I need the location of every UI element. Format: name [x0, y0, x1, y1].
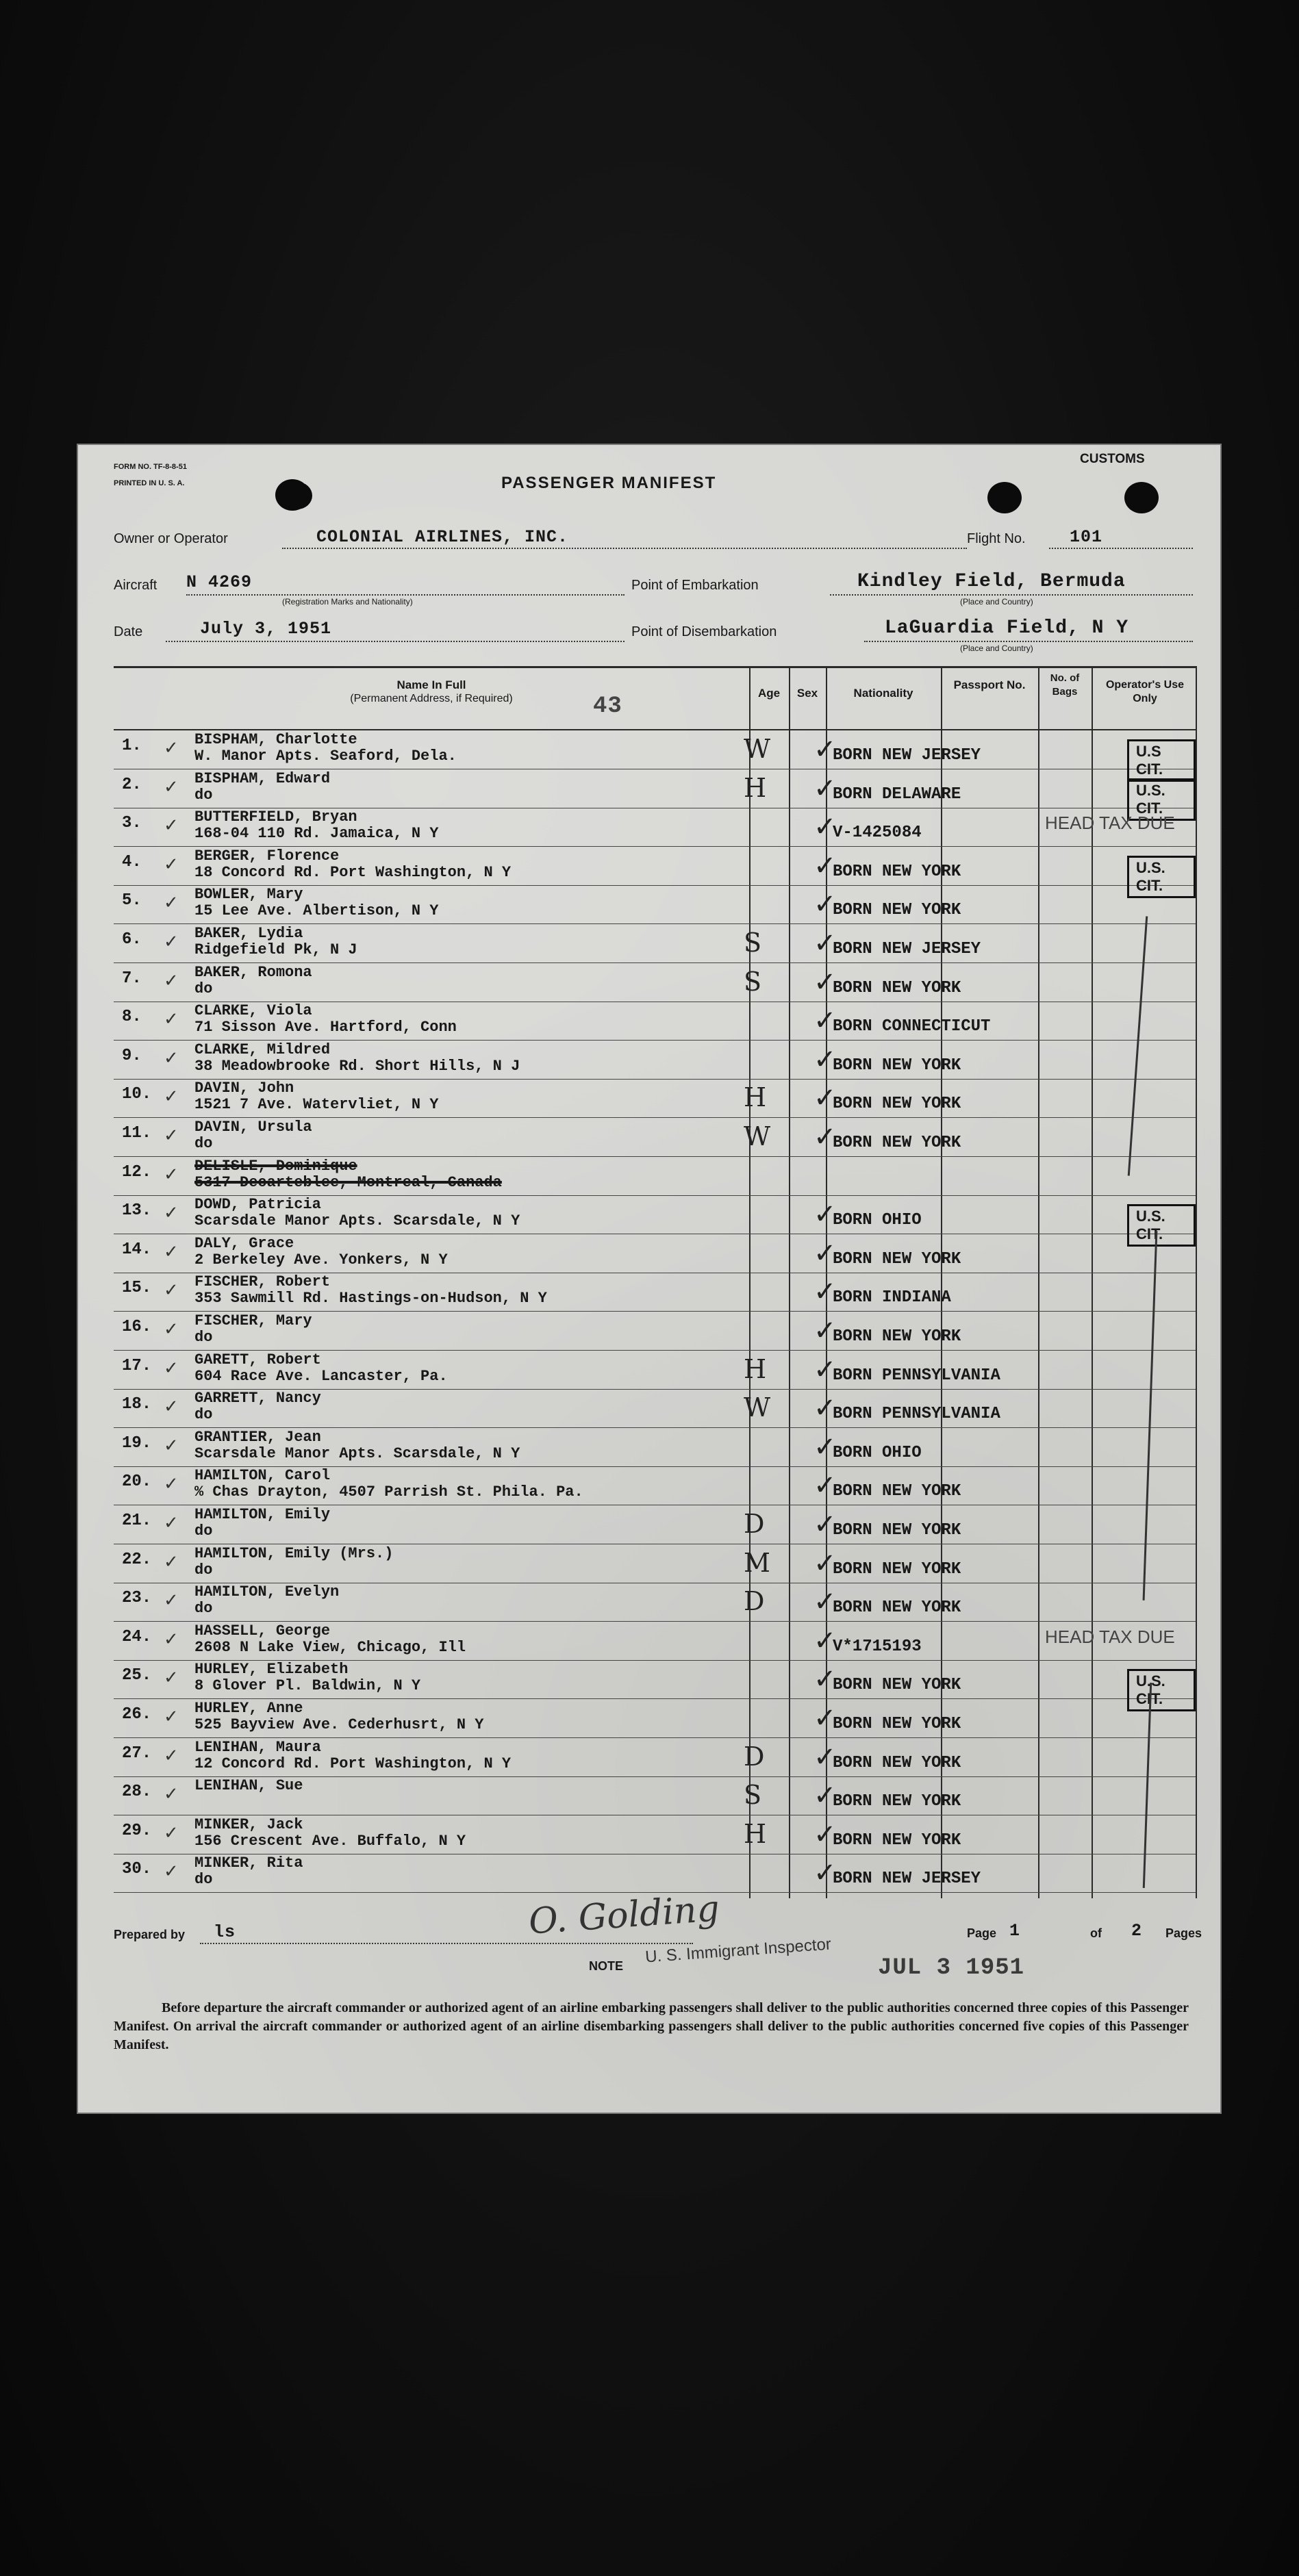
nationality-value: BORN NEW YORK	[833, 862, 961, 881]
row-number: 11.	[122, 1124, 152, 1143]
sex-check-mark: ✓	[814, 1199, 837, 1231]
us-citizen-stamp: U.S. CIT.	[1127, 778, 1196, 821]
nationality-value: BORN NEW YORK	[833, 1559, 961, 1579]
passenger-name: HURLEY, Anne	[194, 1700, 303, 1717]
stamp-date: JUL 3 1951	[878, 1955, 1025, 1981]
table-row	[114, 1312, 1196, 1351]
punch-hole	[1124, 482, 1159, 513]
passenger-name: GARRETT, Nancy	[194, 1390, 321, 1407]
passenger-name: FISCHER, Robert	[194, 1273, 331, 1291]
nationality-value: BORN OHIO	[833, 1443, 922, 1462]
check-mark: ✓	[164, 1435, 179, 1455]
check-mark: ✓	[164, 738, 179, 758]
disembark-value: LaGuardia Field, N Y	[885, 617, 1129, 639]
row-number: 18.	[122, 1395, 152, 1414]
manifest-sheet	[77, 444, 1222, 2114]
row-number: 20.	[122, 1472, 152, 1492]
check-mark: ✓	[164, 1822, 179, 1843]
check-mark: ✓	[164, 1086, 179, 1107]
check-mark: ✓	[164, 1241, 179, 1262]
check-mark: ✓	[164, 893, 179, 913]
age-mark: H	[744, 1082, 767, 1113]
age-mark: H	[744, 1818, 767, 1849]
us-citizen-stamp: U.S. CIT.	[1127, 856, 1196, 898]
row-number: 9.	[122, 1046, 142, 1065]
check-mark: ✓	[164, 1707, 179, 1726]
passenger-address: 1521 7 Ave. Watervliet, N Y	[194, 1096, 439, 1114]
table-row	[114, 1583, 1196, 1622]
row-number: 27.	[122, 1744, 152, 1763]
passenger-name: DOWD, Patricia	[194, 1196, 321, 1214]
table-row	[114, 1351, 1196, 1390]
passenger-name: HAMILTON, Carol	[194, 1467, 331, 1485]
table-row	[114, 808, 1196, 847]
passenger-address: 38 Meadowbrooke Rd. Short Hills, N J	[194, 1057, 520, 1075]
sex-check-mark: ✓	[814, 772, 837, 804]
check-mark: ✓	[164, 1280, 179, 1301]
passenger-address: % Chas Drayton, 4507 Parrish St. Phila. Pa.	[194, 1483, 583, 1501]
flight-label: Flight No.	[967, 531, 1026, 546]
passenger-address: do	[194, 1561, 213, 1579]
check-mark: ✓	[164, 1357, 179, 1378]
row-number: 28.	[122, 1783, 152, 1802]
nationality-value: V-1425084	[833, 824, 922, 843]
col-name-header: Name In Full (Permanent Address, if Required)	[350, 678, 513, 704]
date-value: July 3, 1951	[200, 619, 332, 639]
row-number: 13.	[122, 1201, 152, 1221]
sex-check-mark: ✓	[814, 1237, 837, 1269]
table-row	[114, 1777, 1196, 1815]
passenger-table	[114, 666, 1196, 1905]
nationality-value: BORN DELAWARE	[833, 785, 961, 804]
passenger-name: DALY, Grace	[194, 1234, 294, 1252]
row-number: 21.	[122, 1512, 152, 1530]
col-bags-header: No. of Bags	[1050, 672, 1080, 698]
nationality-value: BORN INDIANA	[833, 1288, 951, 1308]
check-mark: ✓	[164, 1009, 179, 1030]
table-row	[114, 1390, 1196, 1428]
check-mark: ✓	[164, 1551, 179, 1572]
check-mark: ✓	[164, 1203, 179, 1223]
table-row	[114, 1467, 1196, 1505]
row-number: 4.	[122, 852, 142, 871]
passenger-name: BAKER, Lydia	[194, 925, 303, 942]
disembark-note: (Place and Country)	[960, 643, 1033, 653]
nationality-value: BORN NEW YORK	[833, 1792, 961, 1811]
age-mark: D	[744, 1586, 765, 1617]
sex-check-mark: ✓	[814, 1663, 837, 1696]
check-mark: ✓	[164, 1745, 179, 1765]
nationality-value: BORN NEW YORK	[833, 1095, 961, 1114]
row-number: 6.	[122, 930, 142, 949]
passenger-name: GRANTIER, Jean	[194, 1428, 321, 1446]
nationality-value: BORN NEW JERSEY	[833, 940, 981, 958]
nationality-value: BORN NEW YORK	[833, 1056, 961, 1075]
passenger-address: do	[194, 1522, 213, 1540]
sex-check-mark: ✓	[814, 1121, 837, 1153]
nationality-value: BORN NEW YORK	[833, 1134, 961, 1152]
inspector-signature: O. Golding	[527, 1888, 721, 1943]
check-mark: ✓	[164, 854, 179, 874]
sex-check-mark: ✓	[814, 1547, 837, 1579]
table-row	[114, 1002, 1196, 1041]
passenger-name: LENIHAN, Maura	[194, 1738, 321, 1756]
embark-value: Kindley Field, Bermuda	[857, 571, 1126, 592]
passenger-address: do	[194, 1600, 213, 1618]
embark-note: (Place and Country)	[960, 597, 1033, 607]
table-row	[114, 1119, 1196, 1157]
table-row	[114, 1041, 1196, 1080]
us-citizen-stamp: U.S. CIT.	[1127, 1669, 1196, 1711]
passenger-name: HAMILTON, Emily	[194, 1506, 331, 1523]
table-row	[114, 1739, 1196, 1777]
sex-check-mark: ✓	[814, 1353, 837, 1386]
sex-check-mark: ✓	[814, 811, 837, 843]
row-number: 17.	[122, 1356, 152, 1375]
flight-value: 101	[1070, 527, 1103, 547]
sex-check-mark: ✓	[814, 1703, 837, 1734]
sex-check-mark: ✓	[814, 1276, 837, 1308]
passenger-name: HURLEY, Elizabeth	[194, 1661, 349, 1679]
table-row	[114, 847, 1196, 894]
passenger-name: BISPHAM, Charlotte	[194, 731, 357, 748]
age-mark: H	[744, 772, 767, 803]
passenger-address: 12 Concord Rd. Port Washington, N Y	[194, 1755, 512, 1772]
passenger-name: BOWLER, Mary	[194, 886, 303, 904]
passenger-address: 2 Berkeley Ave. Yonkers, N Y	[194, 1251, 448, 1268]
count-mark: 43	[593, 693, 622, 719]
embark-label: Point of Embarkation	[631, 578, 759, 593]
disembark-label: Point of Disembarkation	[631, 624, 777, 639]
col-nationality-header: Nationality	[853, 687, 913, 700]
check-mark: ✓	[164, 1513, 179, 1533]
of-value: 2	[1131, 1921, 1143, 1941]
page-value: 1	[1009, 1921, 1021, 1941]
passenger-address: 353 Sawmill Rd. Hastings-on-Hudson, N Y	[194, 1290, 547, 1308]
nationality-value: BORN NEW YORK	[833, 1715, 961, 1733]
table-row	[114, 1700, 1196, 1738]
nationality-value: V*1715193	[833, 1637, 922, 1656]
table-row	[114, 1506, 1196, 1544]
sex-check-mark: ✓	[814, 966, 837, 998]
nationality-value: BORN NEW YORK	[833, 1598, 961, 1618]
nationality-value: BORN NEW YORK	[833, 901, 961, 920]
passenger-address: 604 Race Ave. Lancaster, Pa.	[194, 1367, 448, 1385]
age-mark: D	[744, 1741, 765, 1772]
of-label: of	[1090, 1926, 1102, 1940]
passenger-address: 8 Glover Pl. Baldwin, N Y	[194, 1677, 421, 1695]
sex-check-mark: ✓	[814, 1780, 837, 1812]
nationality-value: BORN NEW JERSEY	[833, 746, 981, 765]
passenger-name: GARETT, Robert	[194, 1351, 321, 1368]
passenger-address: 18 Concord Rd. Port Washington, N Y	[194, 863, 512, 881]
passenger-address: 5317 Decarteblee, Montreal, Canada	[194, 1173, 502, 1191]
passenger-name: MINKER, Jack	[194, 1815, 303, 1833]
nationality-value: BORN NEW YORK	[833, 1676, 961, 1695]
table-row	[114, 1661, 1196, 1708]
table-row	[114, 1273, 1196, 1312]
check-mark: ✓	[164, 1590, 179, 1611]
form-number: FORM NO. TF-8-8-51	[114, 463, 187, 471]
passenger-address: 71 Sisson Ave. Hartford, Conn	[194, 1019, 457, 1036]
age-mark: H	[744, 1353, 767, 1384]
us-citizen-stamp: U.S CIT.	[1127, 739, 1196, 782]
nationality-value: BORN NEW YORK	[833, 1482, 961, 1501]
col-operator-header: Operator's Use Only	[1105, 679, 1185, 704]
inspector-stamp: U. S. Immigrant Inspector	[644, 1935, 832, 1967]
nationality-value: BORN NEW YORK	[833, 1831, 961, 1850]
table-row	[114, 1235, 1196, 1273]
aircraft-label: Aircraft	[114, 578, 157, 593]
nationality-value: BORN CONNECTICUT	[833, 1017, 991, 1036]
punch-hole	[987, 482, 1022, 513]
nationality-value: BORN NEW YORK	[833, 1249, 961, 1268]
passenger-name: MINKER, Rita	[194, 1854, 303, 1872]
passenger-name: BERGER, Florence	[194, 847, 340, 865]
prepared-label: Prepared by	[114, 1928, 186, 1941]
check-mark: ✓	[164, 932, 179, 952]
head-tax-stamp: HEAD TAX DUE	[1045, 1626, 1175, 1647]
passenger-name: DELISLE, Dominique	[194, 1157, 357, 1175]
sex-check-mark: ✓	[814, 1431, 837, 1463]
owner-value: COLONIAL AIRLINES, INC.	[316, 527, 569, 547]
sex-check-mark: ✓	[814, 1818, 837, 1850]
note-label: NOTE	[589, 1959, 624, 1973]
row-number: 22.	[122, 1550, 152, 1569]
punch-hole	[282, 482, 312, 509]
row-number: 5.	[122, 891, 142, 910]
sex-check-mark: ✓	[814, 889, 837, 921]
printed-in: PRINTED IN U. S. A.	[114, 479, 185, 487]
row-number: 24.	[122, 1627, 152, 1646]
table-row	[114, 925, 1196, 963]
sex-check-mark: ✓	[814, 1624, 837, 1657]
check-mark: ✓	[164, 1164, 179, 1184]
passenger-name: HASSELL, George	[194, 1622, 331, 1640]
manifest-title: PASSENGER MANIFEST	[501, 474, 717, 492]
sex-check-mark: ✓	[814, 928, 837, 959]
nationality-value: BORN PENNSYLVANIA	[833, 1366, 1000, 1385]
sex-check-mark: ✓	[814, 1470, 837, 1502]
table-row	[114, 1622, 1196, 1661]
sex-check-mark: ✓	[814, 1586, 837, 1618]
row-number: 12.	[122, 1162, 152, 1182]
table-row	[114, 964, 1196, 1002]
age-mark: S	[744, 966, 762, 997]
sex-check-mark: ✓	[814, 1509, 837, 1540]
sex-check-mark: ✓	[814, 1082, 837, 1114]
sex-check-mark: ✓	[814, 1315, 837, 1347]
row-number: 23.	[122, 1589, 152, 1608]
col-passport-header: Passport No.	[953, 678, 1026, 691]
row-number: 29.	[122, 1821, 152, 1840]
age-mark: W	[744, 1392, 771, 1423]
check-mark: ✓	[164, 970, 179, 991]
passenger-address: do	[194, 1871, 213, 1889]
row-number: 3.	[122, 814, 142, 833]
passenger-name: LENIHAN, Sue	[194, 1777, 303, 1795]
nationality-value: BORN NEW YORK	[833, 1327, 961, 1346]
table-row	[114, 1545, 1196, 1583]
sex-check-mark: ✓	[814, 1857, 837, 1889]
row-number: 14.	[122, 1240, 152, 1259]
passenger-address: do	[194, 980, 213, 997]
check-mark: ✓	[164, 1784, 179, 1805]
passenger-name: CLARKE, Mildred	[194, 1041, 331, 1058]
passenger-name: DAVIN, Ursula	[194, 1119, 312, 1136]
aircraft-note: (Registration Marks and Nationality)	[282, 597, 413, 607]
table-row	[114, 1854, 1196, 1893]
table-row	[114, 886, 1196, 924]
date-label: Date	[114, 624, 143, 639]
col-age-header: Age	[757, 687, 781, 700]
passenger-name: DAVIN, John	[194, 1080, 294, 1097]
sex-check-mark: ✓	[814, 734, 837, 765]
nationality-value: BORN NEW YORK	[833, 978, 961, 997]
age-mark: S	[744, 1780, 762, 1811]
passenger-address: Scarsdale Manor Apts. Scarsdale, N Y	[194, 1444, 520, 1462]
passenger-name: BAKER, Romona	[194, 963, 312, 981]
age-mark: M	[744, 1547, 770, 1578]
page-label: Page	[967, 1926, 997, 1940]
owner-label: Owner or Operator	[114, 531, 228, 546]
nationality-value: BORN NEW YORK	[833, 1753, 961, 1772]
row-number: 25.	[122, 1666, 152, 1685]
sex-check-mark: ✓	[814, 1043, 837, 1075]
passenger-address: 15 Lee Ave. Albertison, N Y	[194, 902, 439, 920]
age-mark: W	[744, 1121, 771, 1151]
passenger-name: BISPHAM, Edward	[194, 769, 331, 787]
age-mark: W	[744, 734, 771, 764]
col-sex-header: Sex	[796, 687, 818, 700]
passenger-address: do	[194, 1406, 213, 1424]
prepared-value: ls	[214, 1922, 236, 1942]
age-mark: S	[744, 928, 762, 958]
aircraft-value: N 4269	[186, 572, 253, 592]
table-row	[114, 1158, 1196, 1196]
row-number: 30.	[122, 1860, 152, 1879]
check-mark: ✓	[164, 1047, 179, 1068]
passenger-address: 168-04 110 Rd. Jamaica, N Y	[194, 825, 439, 843]
check-mark: ✓	[164, 1861, 179, 1882]
passenger-name: BUTTERFIELD, Bryan	[194, 808, 357, 826]
passenger-address: Ridgefield Pk, N J	[194, 941, 357, 958]
sex-check-mark: ✓	[814, 850, 837, 882]
table-row	[114, 1429, 1196, 1467]
passenger-address: do	[194, 1135, 213, 1152]
row-number: 7.	[122, 969, 142, 988]
row-number: 19.	[122, 1433, 152, 1453]
sex-check-mark: ✓	[814, 1005, 837, 1037]
sex-check-mark: ✓	[814, 1392, 837, 1425]
check-mark: ✓	[164, 1668, 179, 1688]
row-number: 15.	[122, 1279, 152, 1298]
us-citizen-stamp: U.S. CIT.	[1127, 1204, 1196, 1247]
check-mark: ✓	[164, 776, 179, 797]
head-tax-stamp: HEAD TAX DUE	[1045, 813, 1175, 834]
passenger-address: 156 Crescent Ave. Buffalo, N Y	[194, 1832, 466, 1850]
row-number: 1.	[122, 737, 142, 755]
passenger-address: 2608 N Lake View, Chicago, Ill	[194, 1638, 466, 1656]
row-number: 10.	[122, 1085, 152, 1104]
passenger-name: CLARKE, Viola	[194, 1002, 312, 1020]
check-mark: ✓	[164, 1319, 179, 1339]
nationality-value: BORN OHIO	[833, 1211, 922, 1230]
check-mark: ✓	[164, 1397, 179, 1417]
legal-note: Before departure the aircraft commander or authorized agent of an airline embarking passengers shall deliver to the public authorities concerned three copies of this Passenger Manifest. On arrival the aircraft commander or authorized agent of an airline disembarking passengers shall deliver to the public authorities concerned five copies of this Passenger Manifest.	[114, 2000, 1189, 2052]
nationality-value: BORN NEW YORK	[833, 1521, 961, 1540]
check-mark: ✓	[164, 1474, 179, 1494]
age-mark: D	[744, 1509, 765, 1539]
passenger-address: Scarsdale Manor Apts. Scarsdale, N Y	[194, 1212, 520, 1230]
sex-check-mark: ✓	[814, 1741, 837, 1773]
passenger-name: HAMILTON, Emily (Mrs.)	[194, 1544, 394, 1562]
passenger-address: do	[194, 786, 213, 804]
passenger-address: do	[194, 1329, 213, 1346]
passenger-name: HAMILTON, Evelyn	[194, 1583, 340, 1601]
row-number: 2.	[122, 775, 142, 794]
table-row	[114, 1816, 1196, 1854]
check-mark: ✓	[164, 1125, 179, 1145]
passenger-name: FISCHER, Mary	[194, 1312, 312, 1329]
row-number: 16.	[122, 1318, 152, 1336]
row-number: 26.	[122, 1705, 152, 1724]
table-row	[114, 1080, 1196, 1118]
nationality-value: BORN NEW JERSEY	[833, 1870, 981, 1889]
check-mark: ✓	[164, 815, 179, 836]
passenger-address: W. Manor Apts. Seaford, Dela.	[194, 748, 457, 765]
row-number: 8.	[122, 1008, 142, 1027]
customs-label: CUSTOMS	[1080, 452, 1145, 466]
passenger-address: 525 Bayview Ave. Cederhusrt, N Y	[194, 1716, 484, 1733]
nationality-value: BORN PENNSYLVANIA	[833, 1405, 1000, 1424]
check-mark: ✓	[164, 1629, 179, 1649]
pages-label: Pages	[1165, 1926, 1202, 1940]
